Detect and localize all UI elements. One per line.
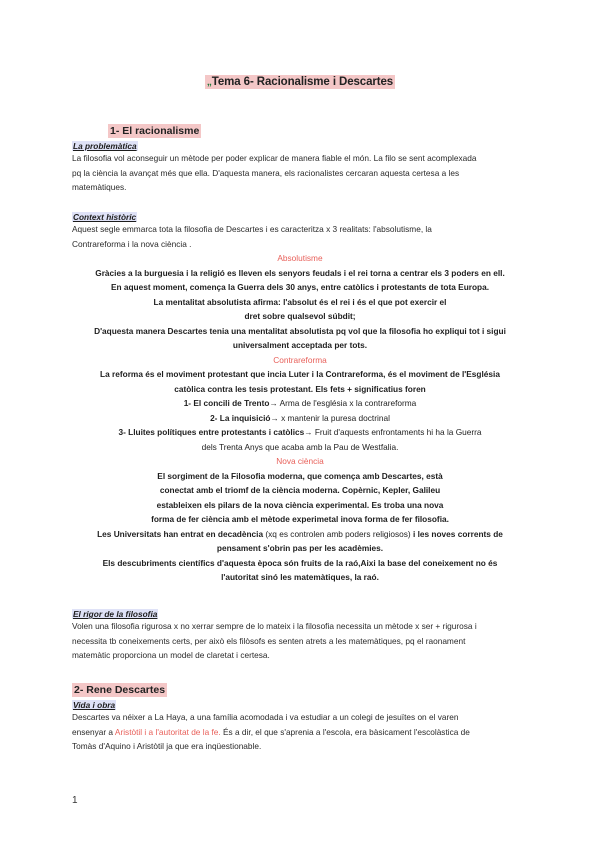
contrareforma-item-2-bold: 2- La inquisició	[210, 412, 271, 423]
contrareforma-item-3-rest: → Fruit d'aquests enfrontaments hi ha la Guerra	[304, 427, 482, 437]
vida-line-2b: És a dir, el que s'aprenia a l'escola, era bàsicament l'escolàstica de	[220, 726, 470, 737]
vida-text	[72, 710, 532, 754]
nova-ciencia-line-3: estableixen els pilars de la nova ciència experimental. Es troba una nova	[156, 499, 444, 510]
contrareforma-line-1: La reforma és el moviment protestant que incia Luter i la Contrareforma, és el moviment de l'Església	[100, 369, 500, 379]
contrareforma-item-3-bold: 3- Lluites polítiques entre protestants i catòlics	[118, 427, 305, 437]
contrareforma-item-1-bold: 1- El concili de Trento	[183, 398, 270, 408]
problematica-line-1: La filosofia vol aconseguir un mètode per poder explicar de manera fiable el món. La filo se sent acomplexada	[72, 153, 477, 163]
rigor-text	[72, 619, 532, 663]
title-mark: „	[206, 77, 212, 88]
title-text: Tema 6- Racionalisme i Descartes	[211, 76, 394, 88]
absolutisme-line-1: Gràcies a la burguesia i la religió es lleven els senyors feudals i el rei torna a centrar els 3 poders en ell.	[95, 267, 505, 278]
absolutisme-line-6: universalment acceptada per tots.	[232, 340, 368, 350]
universitats-bold-1: Les Universitats han entrat en decadència	[97, 528, 264, 539]
page-number: 1	[72, 795, 78, 806]
absolutisme-title: Absolutisme	[277, 253, 323, 263]
context-text	[72, 222, 532, 251]
context-line-1: Aquest segle emmarca tota la filosofia de Descartes i es caracteritza x 3 realitats: l'absolutisme, la	[72, 224, 432, 234]
contrareforma-item-2-rest: → x mantenir la puresa doctrinal	[270, 412, 390, 423]
nova-ciencia-title: Nova ciència	[276, 456, 324, 466]
vida-line-2a: ensenyar a	[72, 726, 115, 737]
vida-line-3: Tomàs d'Aquino i Aristòtil ja que era inqüestionable.	[72, 741, 262, 752]
nova-ciencia-line-4: forma de fer ciència amb el mètode experimetal inova forma de fer filosofia.	[151, 514, 449, 524]
problematica-line-2: pq la ciència la avançat més que ella. D'aquesta manera, els racionalistes cercaran aquesta certesa a les	[72, 167, 460, 178]
descubriments-line-1: Els descubriments científics d'aquesta època són fruits de la raó,Aixi la base del coneixement no és	[102, 557, 498, 568]
title-row	[0, 72, 600, 90]
section1-heading: 1- El racionalisme	[110, 125, 200, 137]
problematica-label: La problemàtica	[73, 141, 137, 151]
problematica-text	[72, 151, 532, 195]
context-label: Context històric	[73, 212, 137, 222]
problematica-line-3: matemàtiques.	[72, 182, 127, 193]
contrareforma-item-3-line-2: dels Trenta Anys que acaba amb la Pau de Westfalia.	[201, 441, 399, 452]
page-title	[205, 75, 395, 89]
contrareforma-title: Contrareforma	[273, 354, 327, 365]
absolutisme-line-5: D'aquesta manera Descartes tenia una mentalitat absolutista pq vol que la filosofia ho expliqui tot i sigui	[94, 325, 506, 336]
contrareforma-item-1-rest: → Arma de l'església x la contrareforma	[269, 398, 417, 408]
contrareforma-line-2: catòlica contra les tesis protestant. Els fets + significatius foren	[174, 383, 426, 394]
nova-ciencia-line-2: conectat amb el triomf de la ciència moderna. Copèrnic, Kepler, Galileu	[159, 485, 441, 495]
rigor-label: El rigor de la filosofia	[73, 609, 158, 619]
vida-label: Vida i obra	[73, 700, 116, 710]
rigor-line-2: necessita tb coneixements certs, per això els filòsofs es senten atrets a les matemàtiques, pq el raonament	[72, 635, 466, 646]
absolutisme-line-2: En aquest moment, comença la Guerra dels 30 anys, entre catòlics i protestants de tota Europa.	[110, 282, 490, 292]
vida-line-1: Descartes va néixer a La Haya, a una família acomodada i va estudiar a un colegi de jesuïtes on el varen	[72, 712, 459, 722]
absolutisme-line-3: La mentalitat absolutista afirma: l'absolut és el rei i és el que pot exercir el	[153, 296, 447, 307]
rigor-line-3: matemàtic proporciona un model de claretat i certesa.	[72, 650, 270, 661]
universitats-normal: (xq es controlen amb poders religiosos)	[263, 528, 413, 539]
context-line-2: Contrareforma i la nova ciència .	[72, 238, 192, 249]
absolutisme-line-4: dret sobre qualsevol súbdit;	[244, 311, 356, 321]
rigor-line-1: Volen una filosofia rigurosa x no xerrar sempre de lo mateix i la filosofia necessita un mètode x ser + rigurosa i	[72, 621, 477, 631]
universitats-line-2: pensament s'obrin pas per les acadèmies.	[216, 543, 384, 553]
section2-heading: 2- Rene Descartes	[74, 684, 166, 696]
absolutisme-block	[60, 251, 540, 585]
vida-line-2-red: Aristòtil i a l'autoritat de la fe.	[114, 726, 221, 737]
universitats-bold-2: i les noves corrents de	[412, 528, 503, 539]
nova-ciencia-line-1: El sorgiment de la Filosofia moderna, que comença amb Descartes, està	[157, 470, 443, 481]
descubriments-line-2: l'autoritat sinó les matemàtiques, la raó.	[221, 572, 379, 582]
